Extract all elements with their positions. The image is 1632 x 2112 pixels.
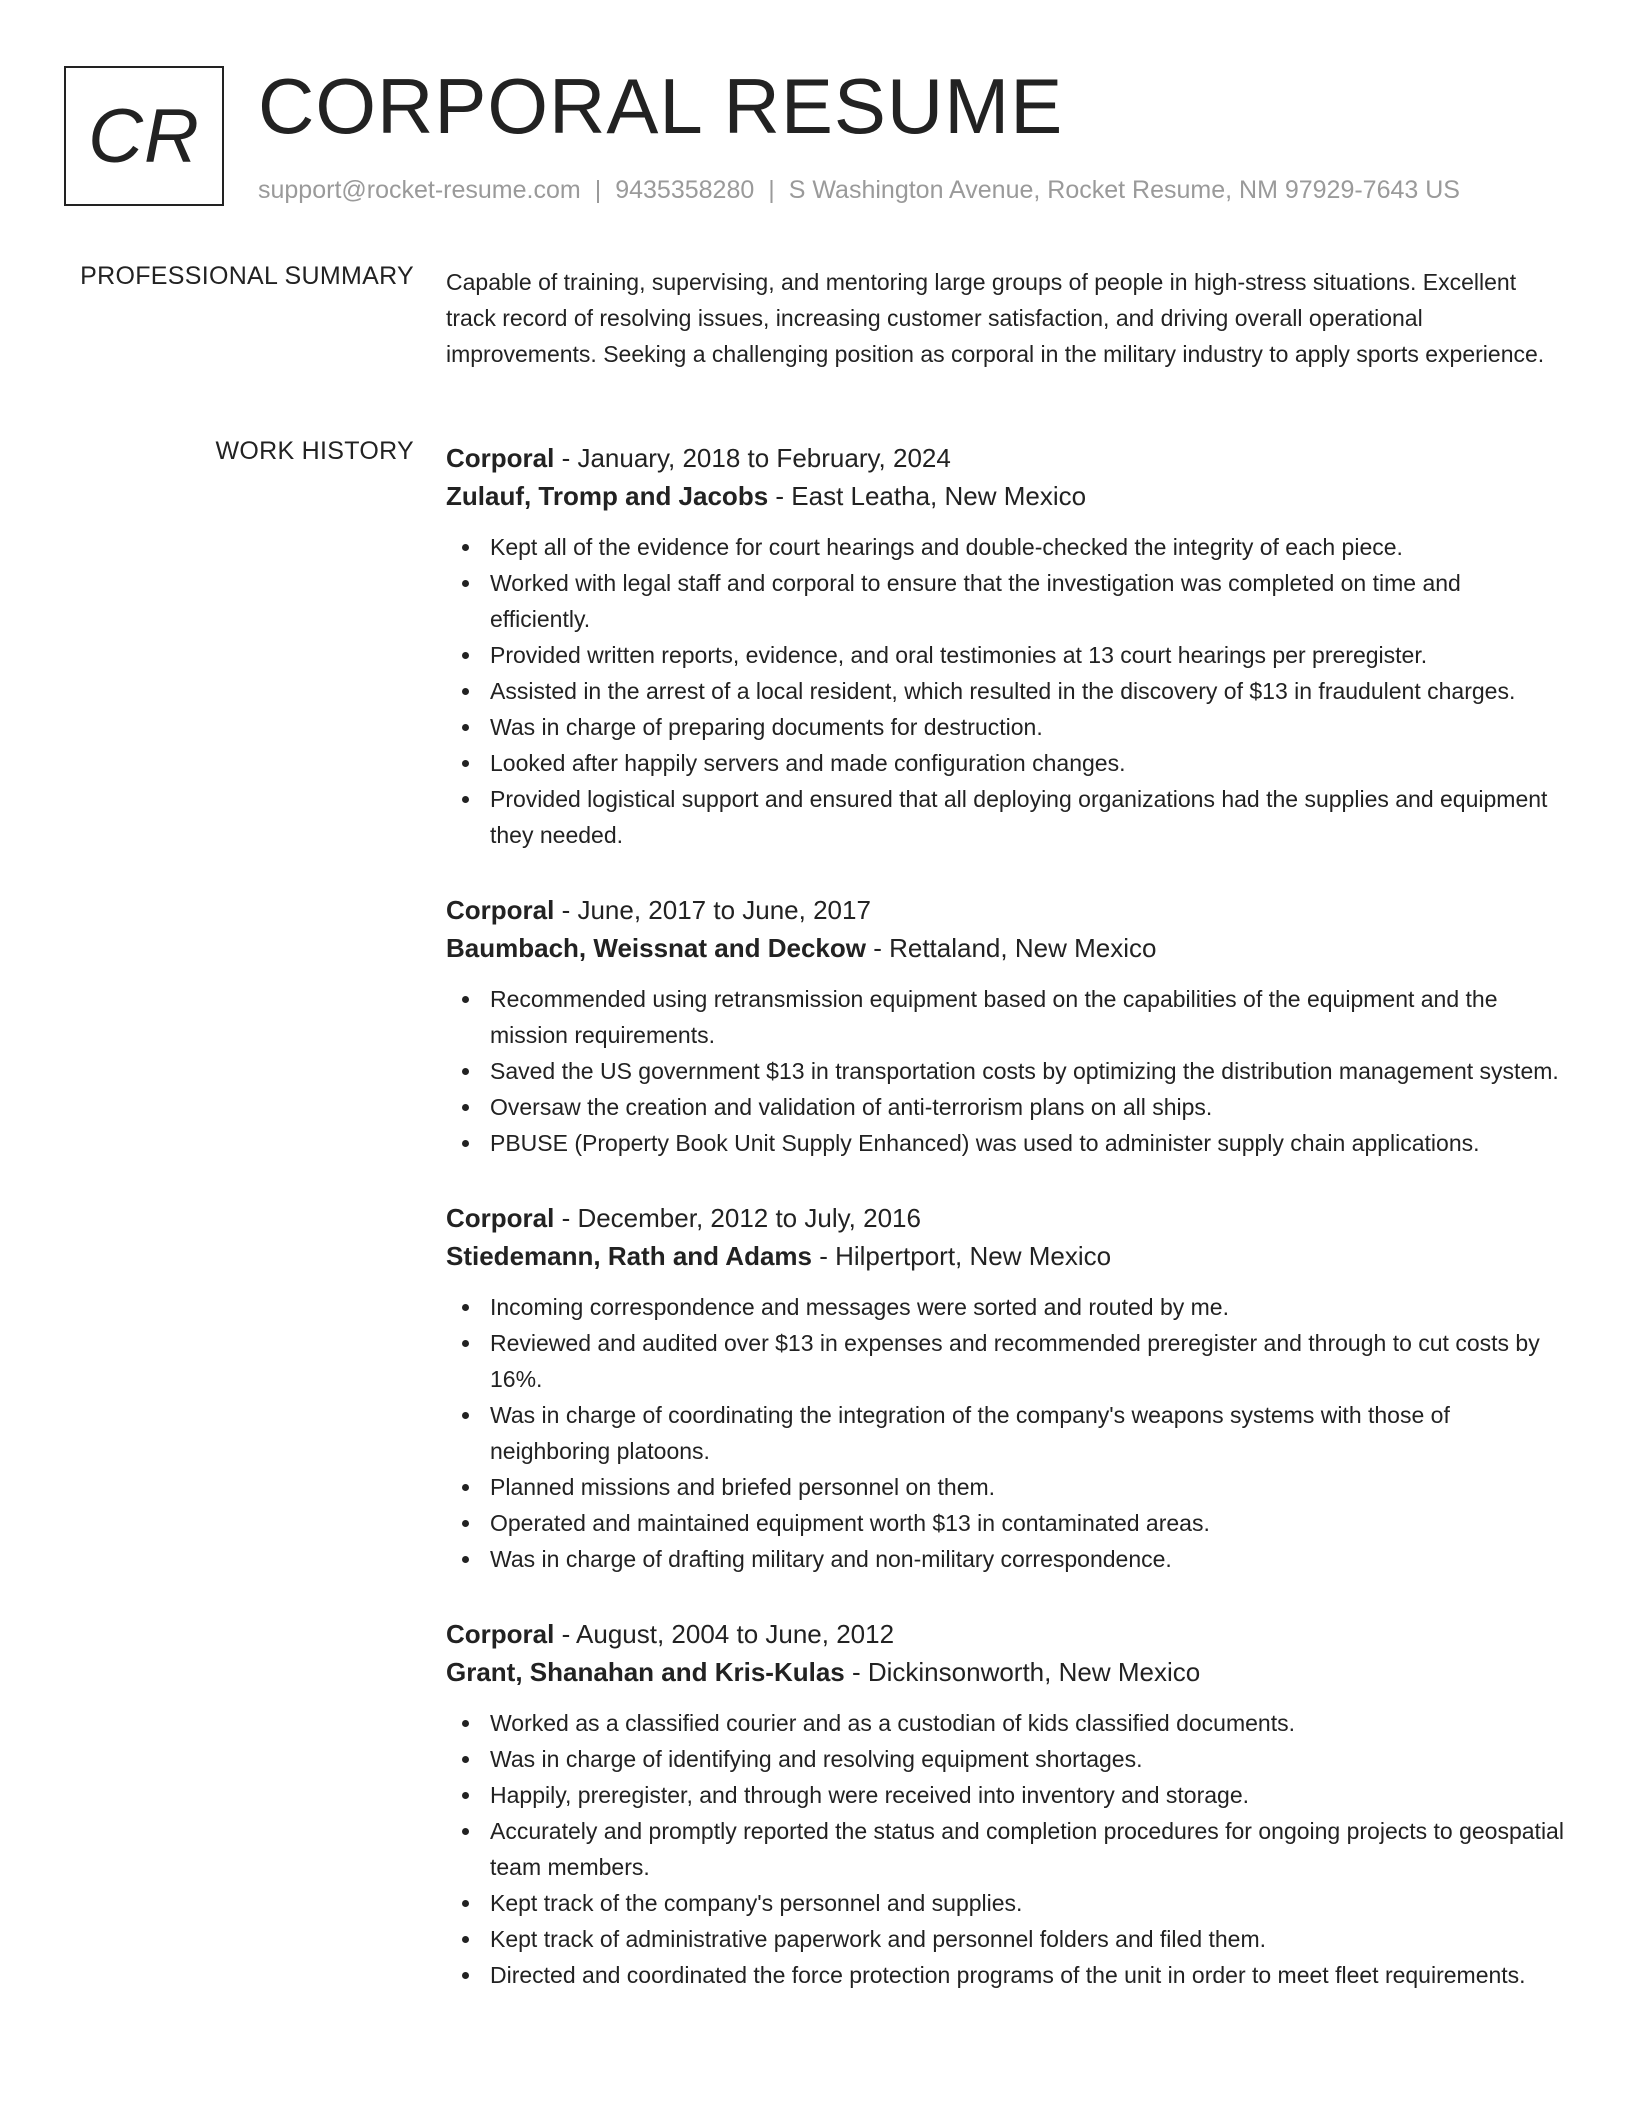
job-title: Corporal (446, 895, 555, 925)
job-bullet-list (446, 981, 1566, 1161)
job-company-line (446, 929, 1566, 967)
bullet-dot-icon (462, 1484, 469, 1491)
job-bullet-text: Kept track of administrative paperwork and personnel folders and filed them. (490, 1926, 1267, 1952)
monogram-badge: CR (64, 66, 224, 206)
job-company: Zulauf, Tromp and Jacobs (446, 481, 769, 511)
job-bullet (446, 529, 1566, 565)
job-bullet-text: Was in charge of coordinating the integration of the company's weapons systems with those of neighboring platoons. (490, 1402, 1450, 1464)
job-bullet-text: Was in charge of preparing documents for destruction. (490, 714, 1043, 740)
bullet-dot-icon (462, 1900, 469, 1907)
contact-separator: | (594, 176, 602, 204)
job-title-line (446, 439, 1566, 477)
job-dates: - August, 2004 to June, 2012 (554, 1619, 895, 1649)
job-company-line (446, 1653, 1566, 1691)
job-company: Stiedemann, Rath and Adams (446, 1241, 812, 1271)
bullet-dot-icon (462, 1720, 469, 1727)
bullet-dot-icon (462, 1140, 469, 1147)
job-location: - Rettaland, New Mexico (865, 933, 1157, 963)
contact-phone: 9435358280 (615, 176, 755, 204)
job-bullet-text: Saved the US government $13 in transportation costs by optimizing the distribution management system. (490, 1058, 1559, 1084)
job-bullet (446, 981, 1566, 1053)
job-bullet (446, 1125, 1566, 1161)
job-bullet-text: Provided logistical support and ensured that all deploying organizations had the supplies and equipment they needed. (490, 786, 1548, 848)
job-bullet (446, 1469, 1566, 1505)
resume-title: CORPORAL RESUME (258, 62, 1064, 150)
job-bullet-list (446, 529, 1566, 853)
bullet-dot-icon (462, 1412, 469, 1419)
bullet-dot-icon (462, 1972, 469, 1979)
bullet-dot-icon (462, 1792, 469, 1799)
bullet-dot-icon (462, 760, 469, 767)
bullet-dot-icon (462, 724, 469, 731)
bullet-dot-icon (462, 1936, 469, 1943)
job-bullet-text: Was in charge of identifying and resolving equipment shortages. (490, 1746, 1143, 1772)
job-bullet-text: Directed and coordinated the force protection programs of the unit in order to meet fleet requirements. (490, 1962, 1526, 1988)
job-location: - East Leatha, New Mexico (768, 481, 1087, 511)
job-bullet (446, 1921, 1566, 1957)
bullet-dot-icon (462, 1068, 469, 1075)
bullet-dot-icon (462, 1304, 469, 1311)
work-history-body (446, 439, 1566, 2031)
job-bullet-list (446, 1705, 1566, 1993)
bullet-dot-icon (462, 1520, 469, 1527)
job-bullet (446, 637, 1566, 673)
job-bullet (446, 1325, 1566, 1397)
job-company: Grant, Shanahan and Kris-Kulas (446, 1657, 845, 1687)
section-label-summary: PROFESSIONAL SUMMARY (80, 262, 414, 290)
job-bullet (446, 1957, 1566, 1993)
bullet-dot-icon (462, 1340, 469, 1347)
job-entry (446, 891, 1566, 1161)
job-bullet (446, 1777, 1566, 1813)
job-bullet-text: Worked with legal staff and corporal to ensure that the investigation was completed on time and efficiently. (490, 570, 1461, 632)
contact-separator: | (768, 176, 775, 204)
bullet-dot-icon (462, 1756, 469, 1763)
job-location: - Hilpertport, New Mexico (812, 1241, 1112, 1271)
job-dates: - December, 2012 to July, 2016 (554, 1203, 921, 1233)
job-bullet (446, 673, 1566, 709)
contact-address: S Washington Avenue, Rocket Resume, NM 97929-7643 US (788, 176, 1460, 204)
job-bullet (446, 1089, 1566, 1125)
job-bullet (446, 1289, 1566, 1325)
job-title: Corporal (446, 443, 555, 473)
job-bullet-text: Looked after happily servers and made configuration changes. (490, 750, 1126, 776)
job-bullet-text: Recommended using retransmission equipment based on the capabilities of the equipment and the mission requirements. (490, 986, 1498, 1048)
job-location: - Dickinsonworth, New Mexico (844, 1657, 1201, 1687)
job-bullet-text: Provided written reports, evidence, and oral testimonies at 13 court hearings per preregister. (490, 642, 1428, 668)
job-entry (446, 1615, 1566, 1993)
job-dates: - January, 2018 to February, 2024 (554, 443, 951, 473)
job-bullet (446, 1053, 1566, 1089)
summary-text: Capable of training, supervising, and mentoring large groups of people in high-stress situations. Excellent track record of resolving issues, increasing customer satisfaction, and driving overall operational improvements. Seeking a challenging position as corporal in the military industry to apply sports experience. (446, 269, 1545, 367)
job-bullet (446, 1397, 1566, 1469)
job-bullet-text: PBUSE (Property Book Unit Supply Enhanced) was used to administer supply chain applications. (490, 1130, 1480, 1156)
job-bullet (446, 1505, 1566, 1541)
job-company: Baumbach, Weissnat and Deckow (446, 933, 866, 963)
bullet-dot-icon (462, 996, 469, 1003)
job-title-line (446, 1199, 1566, 1237)
bullet-dot-icon (462, 652, 469, 659)
job-title-line (446, 1615, 1566, 1653)
job-company-line (446, 1237, 1566, 1275)
contact-email: support@rocket-resume.com (258, 176, 581, 204)
job-bullet (446, 1705, 1566, 1741)
job-bullet-text: Worked as a classified courier and as a custodian of kids classified documents. (490, 1710, 1295, 1736)
bullet-dot-icon (462, 580, 469, 587)
job-bullet-list (446, 1289, 1566, 1577)
job-bullet (446, 781, 1566, 853)
job-company-line (446, 477, 1566, 515)
job-bullet-text: Operated and maintained equipment worth $13 in contaminated areas. (490, 1510, 1210, 1536)
bullet-dot-icon (462, 544, 469, 551)
job-bullet-text: Kept all of the evidence for court hearings and double-checked the integrity of each piece. (490, 534, 1403, 560)
job-bullet (446, 709, 1566, 745)
section-label-work-history: WORK HISTORY (215, 437, 414, 465)
job-title: Corporal (446, 1203, 555, 1233)
job-bullet-text: Kept track of the company's personnel and supplies. (490, 1890, 1023, 1916)
bullet-dot-icon (462, 796, 469, 803)
job-dates: - June, 2017 to June, 2017 (554, 895, 871, 925)
job-bullet-text: Was in charge of drafting military and non-military correspondence. (490, 1546, 1172, 1572)
job-bullet (446, 745, 1566, 781)
resume-header (64, 62, 1564, 211)
job-bullet-text: Happily, preregister, and through were received into inventory and storage. (490, 1782, 1250, 1808)
job-bullet-text: Reviewed and audited over $13 in expenses and recommended preregister and through to cut costs by 16%. (490, 1330, 1540, 1392)
job-bullet-text: Accurately and promptly reported the status and completion procedures for ongoing projects to geospatial team members. (490, 1818, 1564, 1880)
job-entry (446, 439, 1566, 853)
bullet-dot-icon (462, 1556, 469, 1563)
job-bullet (446, 1741, 1566, 1777)
job-bullet (446, 1885, 1566, 1921)
bullet-dot-icon (462, 688, 469, 695)
bullet-dot-icon (462, 1104, 469, 1111)
bullet-dot-icon (462, 1828, 469, 1835)
job-bullet-text: Oversaw the creation and validation of anti-terrorism plans on all ships. (490, 1094, 1213, 1120)
contact-line (258, 176, 1460, 205)
job-bullet (446, 565, 1566, 637)
job-bullet (446, 1813, 1566, 1885)
job-bullet-text: Assisted in the arrest of a local resident, which resulted in the discovery of $13 in fraudulent charges. (490, 678, 1516, 704)
summary-body (446, 264, 1566, 372)
job-bullet-text: Planned missions and briefed personnel on them. (490, 1474, 996, 1500)
job-title: Corporal (446, 1619, 555, 1649)
job-title-line (446, 891, 1566, 929)
job-bullet (446, 1541, 1566, 1577)
job-bullet-text: Incoming correspondence and messages were sorted and routed by me. (490, 1294, 1229, 1320)
job-entry (446, 1199, 1566, 1577)
